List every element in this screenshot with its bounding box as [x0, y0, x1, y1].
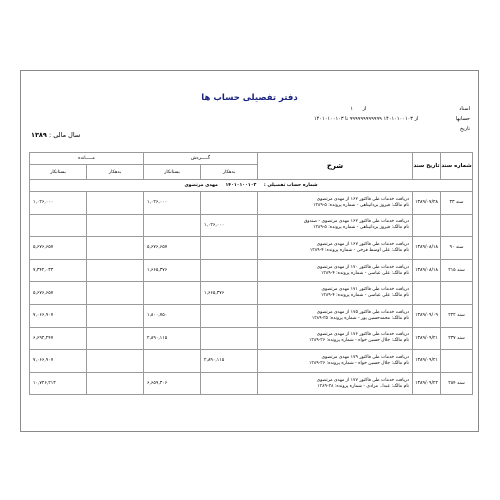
ledger-row: [30, 259, 473, 282]
doc-no-cell: سند ۳۳: [441, 192, 473, 215]
doc-date-cell: [413, 214, 441, 237]
turnover-debit-cell: ۲,۸۹۰,۱۱۵: [201, 350, 258, 373]
fiscal-year-value: ۱۳۸۹: [31, 131, 47, 139]
header-accounts-row: [314, 116, 470, 122]
balance-credit-cell: [30, 214, 87, 237]
ledger-table: [29, 152, 473, 395]
turnover-credit-cell: ۶,۶۵۹,۳۰۶: [144, 372, 201, 395]
header-documents-row: [350, 106, 470, 112]
description-cell: [258, 282, 413, 305]
description-line: نام مالک: علی عباسی - شماره پرونده: ۴-۱۳۸۹: [321, 293, 410, 299]
description-line: نام مالک: محمدحسین پور - شماره پرونده: ۳۵-۱۳۸۹: [311, 315, 410, 321]
turnover-debit-cell: [201, 304, 258, 327]
description-line: دریافت خدمات طی فاکتور ۱۷۵ از مهدی مرتضوی: [316, 309, 410, 315]
col-balance: مـــــانده: [30, 153, 144, 165]
balance-credit-cell: ۷,۰۶۶,۹۰۷: [30, 350, 87, 373]
turnover-credit-cell: [144, 214, 201, 237]
turnover-credit-cell: ۲,۸۹۰,۱۱۵: [144, 327, 201, 350]
fiscal-year: [31, 131, 80, 139]
turnover-debit-cell: ۱,۰۲۶,۰۰۰: [201, 214, 258, 237]
description-line: نام مالک: فیروز یزدانپناهی - شماره پرونده: ۵-۱۳۸۹: [313, 202, 410, 208]
balance-credit-cell: ۱۰,۷۲۶,۲۱۳: [30, 372, 87, 395]
report-header: [30, 106, 470, 144]
turnover-debit-cell: [201, 372, 258, 395]
accounts-value: از ۱۴۰۱۰۱۰۰۱۰۳ ۹۹۹۹۹۹۹۹۹۹۹۹ تا ۱۴۰۱۰۱۰۰۱۰۳: [313, 116, 419, 122]
turnover-credit-cell: ۱,۰۲۶,۰۰۰: [144, 192, 201, 215]
doc-no-cell: [441, 214, 473, 237]
accounts-label: حسابها: [455, 116, 470, 122]
report-title: دفتر تفصیلی حساب ها: [201, 93, 298, 103]
doc-date-cell: ۱۳۸۹/۰۹/۲۱: [413, 327, 441, 350]
turnover-credit-cell: ۱,۶۶۵,۳۷۶: [144, 259, 201, 282]
description-cell: [258, 214, 413, 237]
ledger-row: [30, 327, 473, 350]
balance-debit-cell: [87, 237, 144, 260]
description-line: نام مالک: علی عباسی - شماره پرونده: ۴-۱۳۸۹: [321, 270, 410, 276]
description-cell: [258, 192, 413, 215]
balance-debit-cell: [87, 350, 144, 373]
description-line: نام مالک: فیروز یزدانپناهی - شماره پرونده: ۵-۱۳۸۹: [313, 225, 410, 231]
balance-debit-cell: [87, 372, 144, 395]
doc-date-cell: ۱۳۸۹/۰۹/۰۹: [413, 304, 441, 327]
balance-debit-cell: [87, 259, 144, 282]
date-label: تاریخ: [460, 126, 470, 132]
ledger-row: [30, 214, 473, 237]
balance-credit-cell: ۵,۶۷۶,۶۵۷: [30, 282, 87, 305]
report-page: [20, 70, 479, 432]
balance-credit-cell: ۶,۶۹۲,۲۴۷: [30, 327, 87, 350]
col-turnover: گـــــردش: [144, 153, 258, 165]
turnover-credit-cell: ۱,۸۰۰,۷۵۰: [144, 304, 201, 327]
doc-no-cell: سند ۹۰: [441, 237, 473, 260]
col-turnover-debit: بدهکار: [201, 165, 258, 180]
doc-no-cell: [441, 350, 473, 373]
doc-no-cell: [441, 282, 473, 305]
doc-no-cell: سند ۲۲۲: [441, 304, 473, 327]
account-number: ۱۴۰۱۰۱۰۰۱۰۳: [225, 183, 257, 188]
balance-debit-cell: [87, 327, 144, 350]
documents-label: اسناد: [459, 106, 470, 112]
doc-date-cell: ۱۳۸۹/۰۹/۲۲: [413, 372, 441, 395]
balance-credit-cell: ۷,۳۴۲,۰۳۳: [30, 259, 87, 282]
doc-no-cell: سند ۲۸۴: [441, 372, 473, 395]
doc-date-cell: ۱۳۸۹/۰۸/۱۸: [413, 237, 441, 260]
ledger-row: [30, 304, 473, 327]
description-line: دریافت خدمات طی فاکتور ۱۶۲ مهدی مرتضوی - صندوق: [303, 219, 410, 225]
turnover-credit-cell: [144, 350, 201, 373]
balance-credit-cell: ۵,۶۷۶,۶۵۷: [30, 237, 87, 260]
balance-credit-cell: ۱,۰۲۶,۰۰۰: [30, 192, 87, 215]
description-cell: [258, 304, 413, 327]
description-cell: [258, 259, 413, 282]
col-doc-date: تاریخ سند: [413, 153, 441, 180]
turnover-debit-cell: [201, 327, 258, 350]
col-balance-credit: بستانکار: [30, 165, 87, 180]
account-section-label: شماره حساب تفصیلی :: [263, 183, 318, 188]
turnover-debit-cell: [201, 192, 258, 215]
turnover-debit-cell: [201, 237, 258, 260]
description-line: دریافت خدمات طی فاکتور ۱۷۷ از مهدی مرتضوی: [316, 377, 410, 383]
balance-debit-cell: [87, 304, 144, 327]
description-cell: [258, 327, 413, 350]
turnover-credit-cell: ۵,۶۷۶,۶۵۷: [144, 237, 201, 260]
description-cell: [258, 237, 413, 260]
balance-debit-cell: [87, 192, 144, 215]
description-line: نام مالک: جلال حسین خواه - شماره پرونده: ۳۶-۱۳۸۹: [309, 360, 410, 366]
col-turnover-credit: بستانکار: [144, 165, 201, 180]
description-line: نام مالک: علی اوسط فرخی - شماره پرونده: ۴-۱۳۸۹: [309, 247, 410, 253]
balance-debit-cell: [87, 282, 144, 305]
col-description: شرح: [258, 153, 413, 180]
doc-date-cell: ۱۳۸۹/۰۷/۲۸: [413, 192, 441, 215]
ledger-row: [30, 237, 473, 260]
header-date-row: [418, 126, 470, 132]
account-section-cell: [30, 180, 473, 192]
description-line: دریافت خدمات طی فاکتور ۱۷۹ مهدی مرتضوی: [321, 354, 410, 360]
account-section-row: [30, 180, 473, 192]
documents-from-label: از: [362, 106, 367, 112]
ledger-row: [30, 350, 473, 373]
doc-date-cell: [413, 282, 441, 305]
account-name: مهدی مرتضوی: [184, 183, 218, 188]
doc-date-cell: ۱۳۸۹/۰۸/۱۸: [413, 259, 441, 282]
col-doc-no: شماره سند: [441, 153, 473, 180]
description-cell: [258, 372, 413, 395]
ledger-row: [30, 282, 473, 305]
fiscal-year-label: سال مالی :: [48, 131, 81, 139]
documents-value: ۱: [350, 106, 353, 112]
turnover-credit-cell: [144, 282, 201, 305]
description-line: نام مالک: جلال حسین خواه - شماره پرونده: ۳۶-۱۳۸۹: [309, 338, 410, 344]
description-line: دریافت خدمات طی فاکتور ۱۶۷ از مهدی مرتضوی: [316, 241, 410, 247]
balance-debit-cell: [87, 214, 144, 237]
description-line: دریافت خدمات طی فاکتور ۱۷۱ مهدی مرتضوی: [321, 287, 410, 293]
col-balance-debit: بدهکار: [87, 165, 144, 180]
doc-no-cell: سند ۲۳۷: [441, 327, 473, 350]
doc-date-cell: ۱۳۸۹/۰۹/۲۱: [413, 350, 441, 373]
description-line: دریافت خدمات طی فاکتور ۱۷۰ از مهدی مرتضوی: [316, 264, 410, 270]
turnover-debit-cell: [201, 259, 258, 282]
balance-credit-cell: ۷,۰۶۶,۹۰۷: [30, 304, 87, 327]
ledger-row: [30, 372, 473, 395]
description-cell: [258, 350, 413, 373]
turnover-debit-cell: ۱,۶۶۵,۳۷۶: [201, 282, 258, 305]
description-line: نام مالک: عبدا.. مرادی - شماره پرونده: ۳۸-۱۳۸۹: [317, 383, 410, 389]
description-line: دریافت خدمات طی فاکتور ۱۷۶ از مهدی مرتضوی: [316, 332, 410, 338]
description-line: دریافت خدمات طی فاکتور ۱۶۲ از مهدی مرتضوی: [316, 196, 410, 202]
doc-no-cell: سند ۲۱۵: [441, 259, 473, 282]
ledger-row: [30, 192, 473, 215]
